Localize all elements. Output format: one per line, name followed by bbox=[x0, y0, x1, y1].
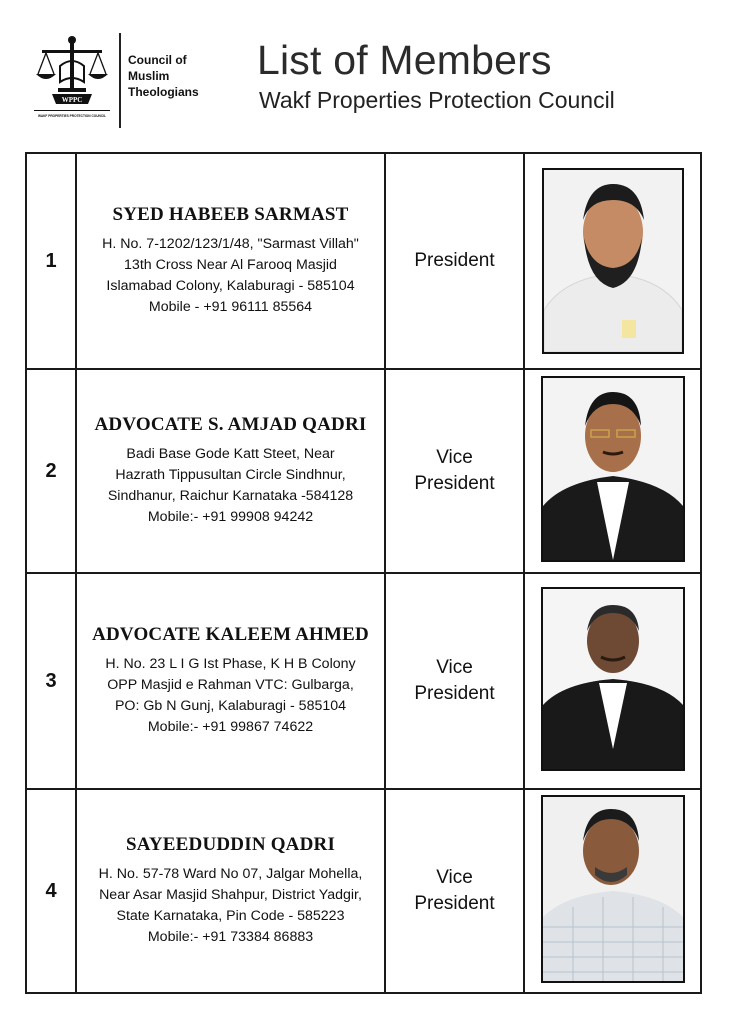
role-line: Vice bbox=[436, 657, 473, 678]
member-photo-cell bbox=[524, 153, 701, 369]
page-header bbox=[0, 0, 729, 150]
member-name: ADVOCATE S. AMJAD QADRI bbox=[94, 414, 367, 435]
role-line: President bbox=[414, 250, 495, 271]
member-address bbox=[77, 864, 384, 948]
member-row bbox=[26, 369, 701, 573]
portrait-icon bbox=[543, 378, 683, 560]
svg-text:WPPC: WPPC bbox=[61, 96, 83, 104]
address-line: PO: Gb N Gunj, Kalaburagi - 585104 bbox=[114, 698, 347, 714]
address-line: State Karnataka, Pin Code - 585223 bbox=[116, 908, 345, 924]
address-line: Badi Base Gode Katt Steet, Near bbox=[126, 446, 335, 462]
role-line: President bbox=[414, 893, 495, 914]
member-info bbox=[76, 369, 385, 573]
member-photo-cell bbox=[524, 789, 701, 993]
member-number: 4 bbox=[26, 789, 76, 993]
member-photo bbox=[541, 376, 685, 562]
address-line: H. No. 23 L I G Ist Phase, K H B Colony bbox=[105, 656, 356, 672]
member-number: 2 bbox=[26, 369, 76, 573]
member-address bbox=[77, 654, 384, 738]
member-row bbox=[26, 573, 701, 789]
portrait-icon bbox=[544, 170, 682, 352]
address-line: H. No. 57-78 Ward No 07, Jalgar Mohella, bbox=[98, 866, 363, 882]
svg-text:WAKF PROPERTIES PROTECTION COU: WAKF PROPERTIES PROTECTION COUNCIL bbox=[37, 114, 107, 118]
member-address bbox=[77, 234, 384, 318]
address-line: Hazrath Tippusultan Circle Sindhnur, bbox=[115, 467, 346, 483]
members-table bbox=[25, 152, 702, 994]
mobile-line: Mobile - +91 96111 85564 bbox=[148, 299, 313, 315]
member-info bbox=[76, 573, 385, 789]
member-name: SYED HABEEB SARMAST bbox=[112, 204, 349, 225]
mobile-line: Mobile:- +91 99908 94242 bbox=[147, 509, 314, 525]
logo-divider bbox=[119, 33, 121, 128]
member-number: 1 bbox=[26, 153, 76, 369]
member-row bbox=[26, 153, 701, 369]
role-line: President bbox=[414, 683, 495, 704]
address-line: H. No. 7-1202/123/1/48, "Sarmast Villah" bbox=[102, 236, 359, 252]
org-name bbox=[128, 52, 228, 100]
role-line: Vice bbox=[436, 867, 473, 888]
wppc-logo bbox=[32, 32, 112, 122]
org-name-line-2: Muslim bbox=[128, 69, 170, 83]
member-number: 3 bbox=[26, 573, 76, 789]
org-name-line-1: Council of bbox=[128, 53, 187, 67]
member-row bbox=[26, 789, 701, 993]
member-photo bbox=[542, 168, 684, 354]
member-role bbox=[385, 573, 524, 789]
member-address bbox=[77, 444, 384, 528]
role-line: Vice bbox=[436, 447, 473, 468]
mobile-line: Mobile:- +91 73384 86883 bbox=[147, 929, 314, 945]
member-info bbox=[76, 153, 385, 369]
role-line: President bbox=[414, 473, 495, 494]
portrait-icon bbox=[543, 589, 683, 769]
member-name: ADVOCATE KALEEM AHMED bbox=[92, 624, 369, 645]
member-name: SAYEEDUDDIN QADRI bbox=[125, 834, 336, 855]
address-line: Sindhanur, Raichur Karnataka -584128 bbox=[107, 488, 354, 504]
org-name-line-3: Theologians bbox=[128, 85, 199, 99]
address-line: OPP Masjid e Rahman VTC: Gulbarga, bbox=[107, 677, 354, 693]
address-line: 13th Cross Near Al Farooq Masjid bbox=[124, 257, 337, 273]
member-photo-cell bbox=[524, 369, 701, 573]
page-title: List of Members bbox=[257, 37, 552, 83]
address-line: Near Asar Masjid Shahpur, District Yadgir, bbox=[99, 887, 362, 903]
member-photo-cell bbox=[524, 573, 701, 789]
member-role bbox=[385, 369, 524, 573]
page-subtitle: Wakf Properties Protection Council bbox=[259, 87, 615, 113]
member-role bbox=[385, 153, 524, 369]
mobile-line: Mobile:- +91 99867 74622 bbox=[147, 719, 314, 735]
member-role bbox=[385, 789, 524, 993]
address-line: Islamabad Colony, Kalaburagi - 585104 bbox=[106, 278, 355, 294]
member-photo bbox=[541, 587, 685, 771]
member-photo bbox=[541, 795, 685, 983]
member-info bbox=[76, 789, 385, 993]
portrait-icon bbox=[543, 797, 683, 981]
